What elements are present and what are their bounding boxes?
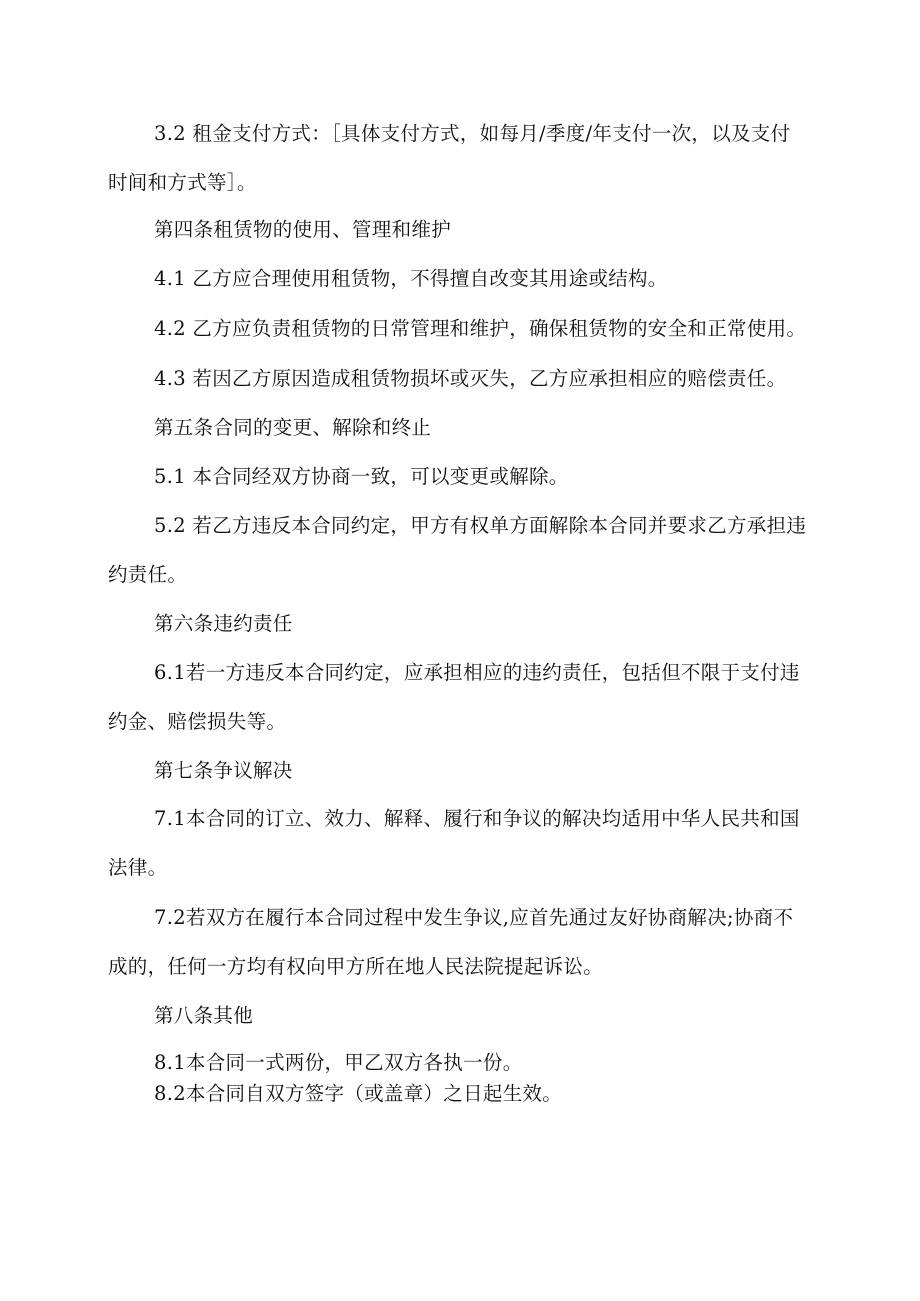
article-7-heading: 第七条争议解决 — [154, 759, 293, 782]
clause-6-1: 6.1若一方违反本合同约定，应承担相应的违约责任，包括但不限于支付违约金、赔偿损失等。 — [108, 661, 800, 733]
article-5-heading: 第五条合同的变更、解除和终止 — [154, 416, 432, 439]
clause-5-1: 5.1 本合同经双方协商一致，可以变更或解除。 — [154, 465, 569, 488]
clause-4-3: 4.3 若因乙方原因造成租赁物损坏或灭失，乙方应承担相应的赔偿责任。 — [154, 367, 787, 390]
clause-3-2: 3.2 租金支付方式：［具体支付方式，如每月/季度/年支付一次，以及支付时间和方式等］。 — [108, 122, 791, 194]
clause-7-1: 7.1本合同的订立、效力、解释、履行和争议的解决均适用中华人民共和国法律。 — [108, 807, 800, 879]
article-4-heading: 第四条租赁物的使用、管理和维护 — [154, 218, 452, 241]
clause-7-2: 7.2若双方在履行本合同过程中发生争议,应首先通过友好协商解决;协商不成的，任何一方均有权向甲方所在地人民法院提起诉讼。 — [108, 906, 794, 978]
clause-4-1: 4.1 乙方应合理使用租赁物，不得擅自改变其用途或结构。 — [154, 267, 668, 290]
clause-4-2: 4.2 乙方应负责租赁物的日常管理和维护，确保租赁物的安全和正常使用。 — [154, 317, 807, 340]
article-6-heading: 第六条违约责任 — [154, 612, 293, 635]
article-8-heading: 第八条其他 — [154, 1004, 254, 1027]
clause-8-1: 8.1本合同一式两份，甲乙双方各执一份。 — [154, 1051, 523, 1074]
clause-5-2: 5.2 若乙方违反本合同约定，甲方有权单方面解除本合同并要求乙方承担违约责任。 — [108, 514, 807, 586]
clause-8-2: 8.2本合同自双方签字（或盖章）之日起生效。 — [154, 1082, 563, 1105]
